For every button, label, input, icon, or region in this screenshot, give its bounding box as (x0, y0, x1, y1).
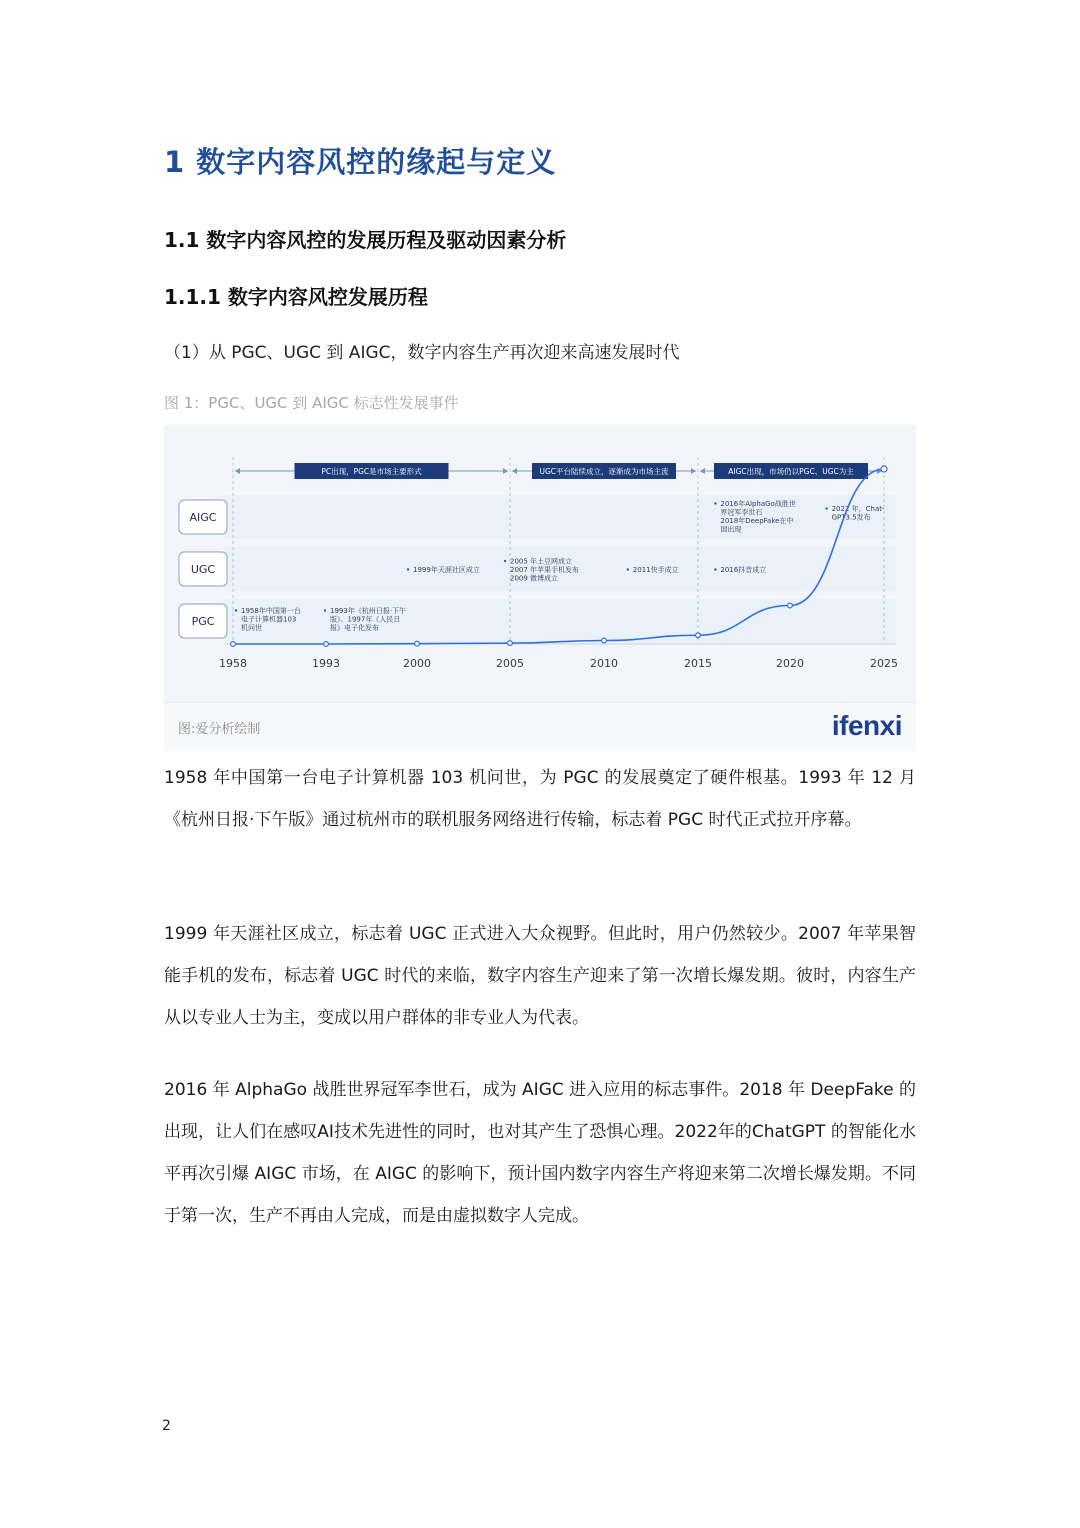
point-heading: （1）从 PGC、UGC 到 AIGC，数字内容生产再次迎来高速发展时代 (164, 343, 680, 363)
x-tick-2015: 2015 (684, 657, 712, 670)
curve-point (508, 641, 513, 646)
annotation-7-line-1: 2016年AlphaGo战胜世 (720, 500, 796, 508)
figure-footer (164, 702, 916, 751)
section-heading: 1 数字内容风控的缘起与定义 (164, 145, 557, 179)
paragraph-1: 1958 年中国第一台电子计算机器 103 机问世，为 PGC 的发展奠定了硬件根基。1993 年 12 月《杭州日报·下午版》通过杭州市的联机服务网络进行传输，标志着 PGC 时代正式拉开序幕。 (164, 768, 916, 830)
annotation-7-line-4: 国出现 (720, 525, 742, 534)
annotation-bullet (825, 507, 827, 509)
x-tick-2005: 2005 (496, 657, 524, 670)
annotation-1-line-2: 电子计算机器103 (241, 615, 297, 624)
annotation-bullet (627, 568, 629, 570)
annotation-3-line-1: 1999年天涯社区成立 (413, 566, 480, 574)
ifenxi-logo: ifenxi (831, 710, 902, 741)
curve-point (231, 642, 236, 647)
annotation-8-line-2: GPT3.5发布 (831, 513, 871, 522)
annotation-5-line-1: 2011快手成立 (632, 566, 679, 574)
period-arrow-head (700, 468, 705, 474)
annotation-bullet (714, 568, 716, 570)
subsection-heading: 1.1 数字内容风控的发展历程及驱动因素分析 (164, 228, 567, 252)
paragraph-3: 2016 年 AlphaGo 战胜世界冠军李世石，成为 AIGC 进入应用的标志事件。2018 年 DeepFake 的出现，让人们在感叹AI技术先进性的同时，也对其产生了恐惧心理。2022年的ChatGPT 的智能化水平再次引爆 AIGC 市场，在 AIGC 的影响下，预计国内数字内容生产将迎来第二次增长爆发期。不同于第一次，生产不再由人完成，而是由虚拟数字人完成。 (164, 1080, 916, 1226)
annotation-6-line-1: 2016抖音成立 (720, 566, 767, 574)
category-label-pgc: PGC (191, 615, 215, 628)
x-tick-2020: 2020 (776, 657, 804, 670)
curve-point (324, 642, 329, 647)
period-arrow-head (691, 468, 696, 474)
annotation-7-line-3: 2018年DeepFake在中 (720, 517, 794, 525)
period-label-3: AIGC出现，市场仍以PGC、UGC为主 (728, 467, 854, 476)
subsubsection-heading: 1.1.1 数字内容风控发展历程 (164, 285, 428, 309)
annotation-2-line-1: 1993年《杭州日报·下午 (330, 607, 407, 615)
annotation-1-line-3: 机问世 (241, 624, 262, 632)
paragraph-2: 1999 年天涯社区成立，标志着 UGC 正式进入大众视野。但此时，用户仍然较少。2007 年苹果智能手机的发布，标志着 UGC 时代的来临，数字内容生产迎来了第一次增长爆发期。彼时，内容生产从以专业人士为主，变成以用户群体的非专业人为代表。 (164, 924, 916, 1028)
x-tick-2000: 2000 (403, 657, 431, 670)
category-label-ugc: UGC (190, 563, 216, 576)
period-arrow-head (512, 468, 517, 474)
annotation-bullet (714, 502, 716, 504)
annotation-4-line-1: 2005 年土豆网成立 (510, 557, 573, 566)
x-tick-2025: 2025 (870, 657, 898, 670)
annotation-7-line-2: 界冠军李世石 (720, 508, 763, 517)
figure-caption: 图 1：PGC、UGC 到 AIGC 标志性发展事件 (164, 394, 459, 412)
annotation-bullet (324, 609, 326, 611)
annotation-2-line-2: 版》、1997年《人民日 (330, 615, 401, 624)
timeline-figure (164, 425, 916, 750)
period-arrow-head (235, 468, 240, 474)
x-tick-2010: 2010 (590, 657, 618, 670)
figure-source: 图:爱分析绘制 (178, 722, 261, 737)
category-label-aigc: AIGC (189, 511, 217, 524)
curve-point (415, 641, 420, 646)
annotation-4-line-3: 2009 微博成立 (510, 574, 559, 583)
curve-point (602, 638, 607, 643)
period-arrow-head (503, 468, 508, 474)
page-number: 2 (162, 1418, 171, 1434)
curve-point (881, 466, 887, 472)
curve-point (696, 633, 701, 638)
annotation-4-line-2: 2007 年苹果手机发布 (510, 566, 580, 574)
x-tick-1993: 1993 (312, 657, 340, 670)
timeline-chart (164, 425, 916, 702)
curve-point (788, 603, 793, 608)
annotation-2-line-3: 报》电子化发布 (330, 624, 379, 632)
period-label-2: UGC平台陆续成立，逐渐成为市场主流 (539, 467, 669, 476)
x-tick-1958: 1958 (219, 657, 247, 670)
annotation-bullet (235, 609, 237, 611)
period-label-1: PC出现，PGC是市场主要形式 (321, 467, 422, 476)
annotation-bullet (504, 560, 506, 562)
annotation-8-line-1: 2022 年，Chat- (831, 505, 885, 513)
annotation-bullet (407, 568, 409, 570)
annotation-1-line-1: 1958年中国第一台 (241, 607, 301, 615)
